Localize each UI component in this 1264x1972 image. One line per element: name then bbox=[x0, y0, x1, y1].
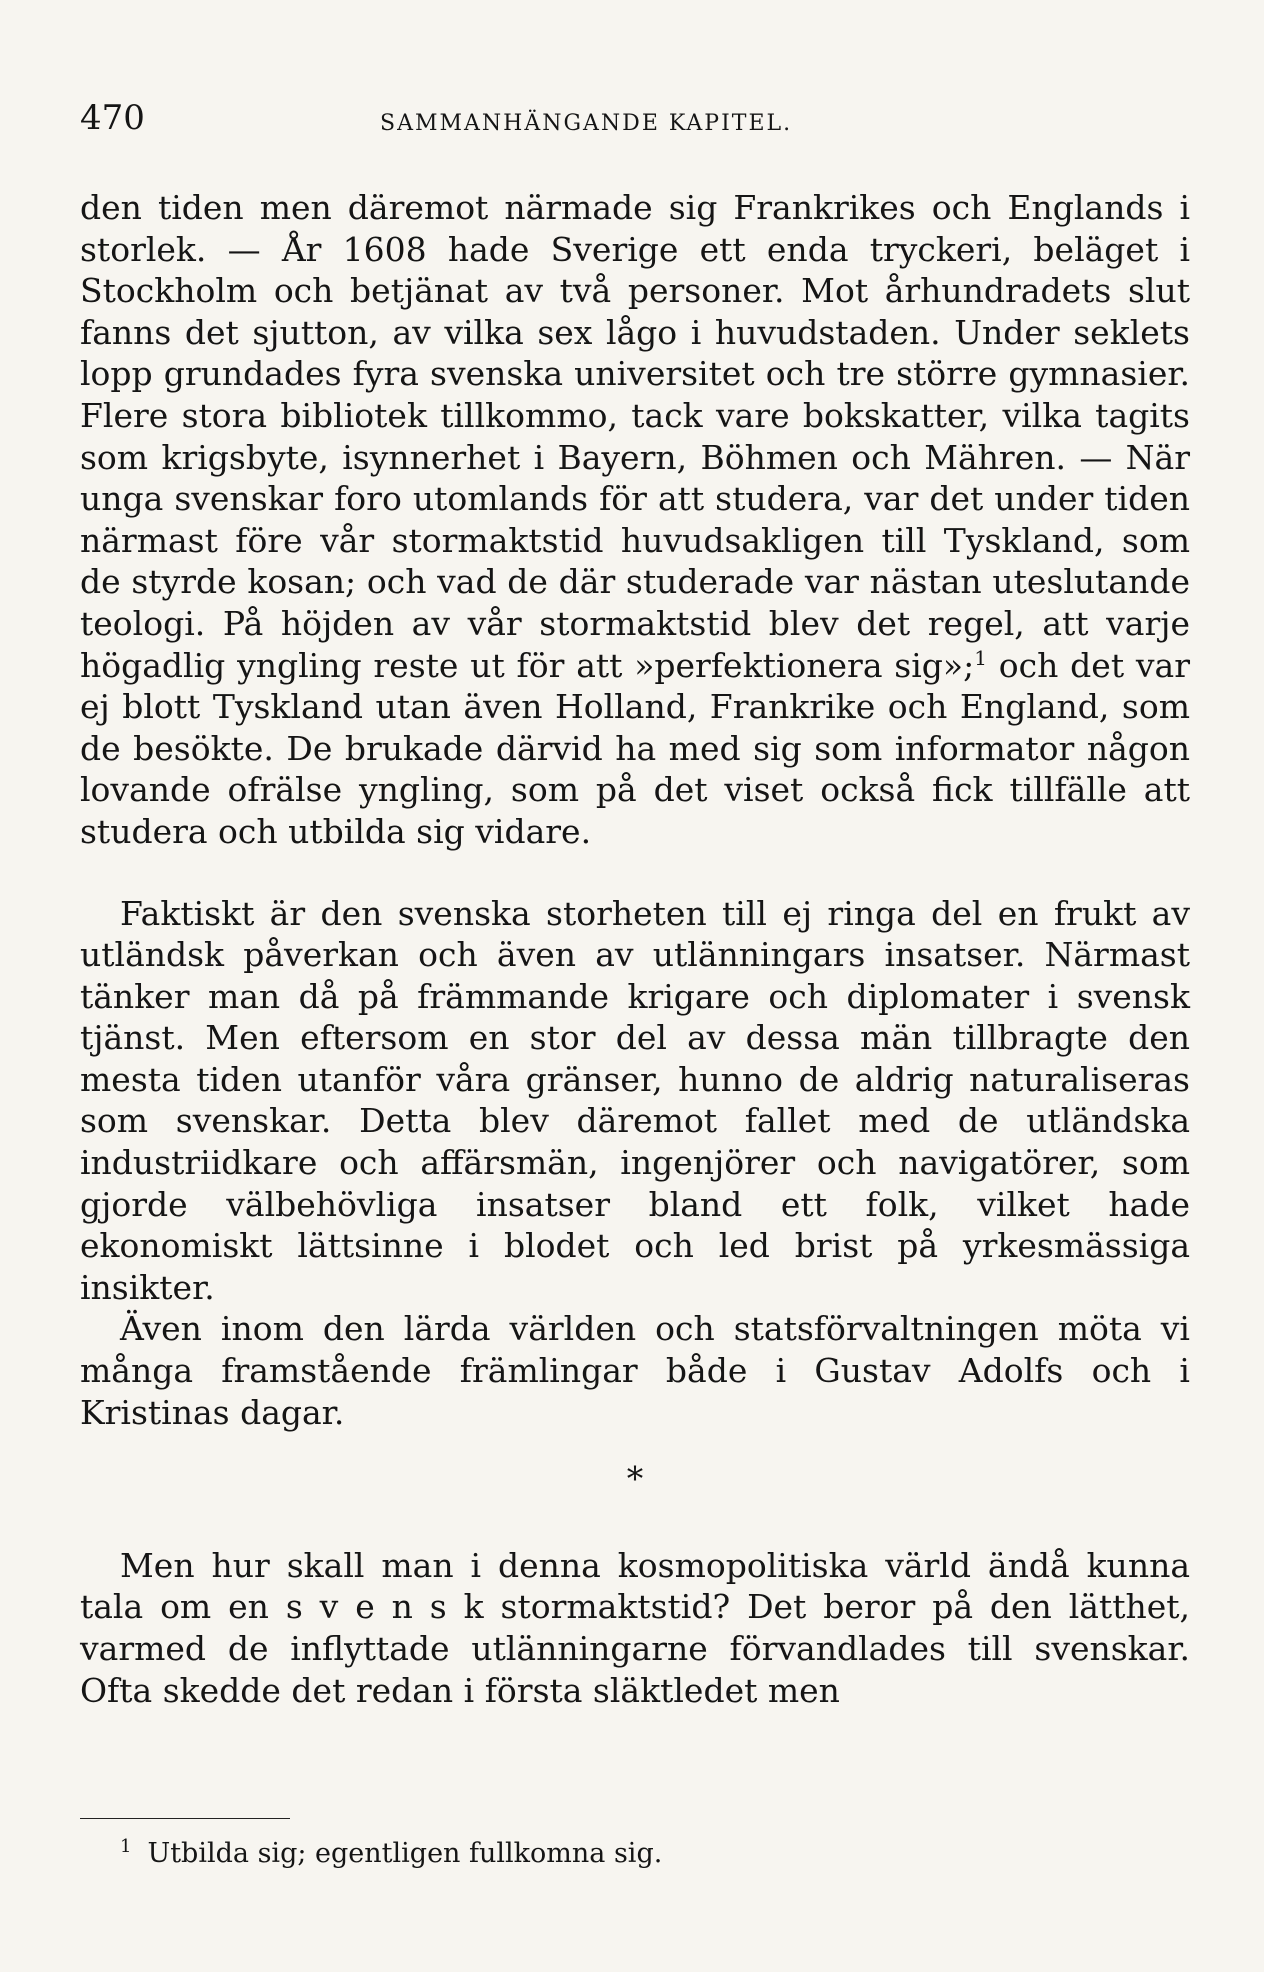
footnote-mark: 1 bbox=[120, 1836, 132, 1857]
page-header bbox=[80, 98, 1190, 158]
paragraph-3: Även inom den lärda världen och statsförvaltningen möta vi många framstående främlingar både i Gustav Adolfs och i Kristinas dagar. bbox=[80, 1309, 1190, 1432]
section-break-asterisk: * bbox=[626, 1459, 644, 1499]
paragraph-1 bbox=[80, 187, 1190, 853]
footnote-text: Utbilda sig; egentligen fullkomna sig. bbox=[147, 1838, 663, 1869]
running-head: SAMMANHÄNGANDE KAPITEL. bbox=[380, 111, 793, 136]
paragraph-2: Faktiskt är den svenska storheten till ej ringa del en frukt av utländsk påverkan och även av utlänningars insatser. Närmast tänker man då på främmande krigare och diplomater i svensk tjänst. Men eftersom en stor del av dessa män tillbragte den mesta tiden utanför våra gränser, hunno de aldrig naturaliseras som svenskar. Detta blev däremot fallet med de utländska industriidkare och affärsmän, ingenjörer och navigatörer, som gjorde välbehövliga insatser bland ett folk, vilket hade ekonomiskt lättsinne i blodet och led brist på yrkesmässiga insikter. bbox=[80, 893, 1190, 1307]
page-number: 470 bbox=[80, 98, 145, 138]
footnote-divider bbox=[80, 1818, 290, 1819]
paragraph-1-continuation: och det var ej blott Tyskland utan även Holland, Frankrike och England, som de besökte. De brukade därvid ha med sig som informator någon lovande ofrälse yngling, som på det viset också fick tillfälle att studera och utbilda sig vidare. bbox=[80, 645, 1190, 851]
footnote-reference: 1 bbox=[974, 645, 987, 670]
body-text bbox=[80, 187, 1190, 1711]
paragraph-1-text: den tiden men däremot närmade sig Frankrikes och Englands i storlek. — År 1608 hade Sverige ett enda tryckeri, beläget i Stockholm och betjänat av två personer. Mot århundradets slut fanns det sjutton, av vilka sex lågo i huvudstaden. Under seklets lopp grundades fyra svenska universitet och tre större gymnasier. Flere stora bibliotek tillkommo, tack vare bokskatter, vilka tagits som krigsbyte, isynnerhet i Bayern, Böhmen och Mähren. — När unga svenskar foro utomlands för att studera, var det under tiden närmast före vår stormaktstid huvudsakligen till Tyskland, som de styrde kosan; och vad de där studerade var nästan uteslutande teologi. På höjden av vår stormaktstid blev det regel, att varje högadlig yngling reste ut för att »perfektionera sig»; bbox=[80, 188, 1190, 685]
paragraph-4: Men hur skall man i denna kosmopolitiska värld ändå kunna tala om en s v e n s k stormaktstid? Det beror på den lätthet, varmed de inflyttade utlänningarne förvandlades till svenskar. Ofta skedde det redan i första släktledet men bbox=[80, 1545, 1190, 1710]
footnote bbox=[120, 1836, 662, 1872]
